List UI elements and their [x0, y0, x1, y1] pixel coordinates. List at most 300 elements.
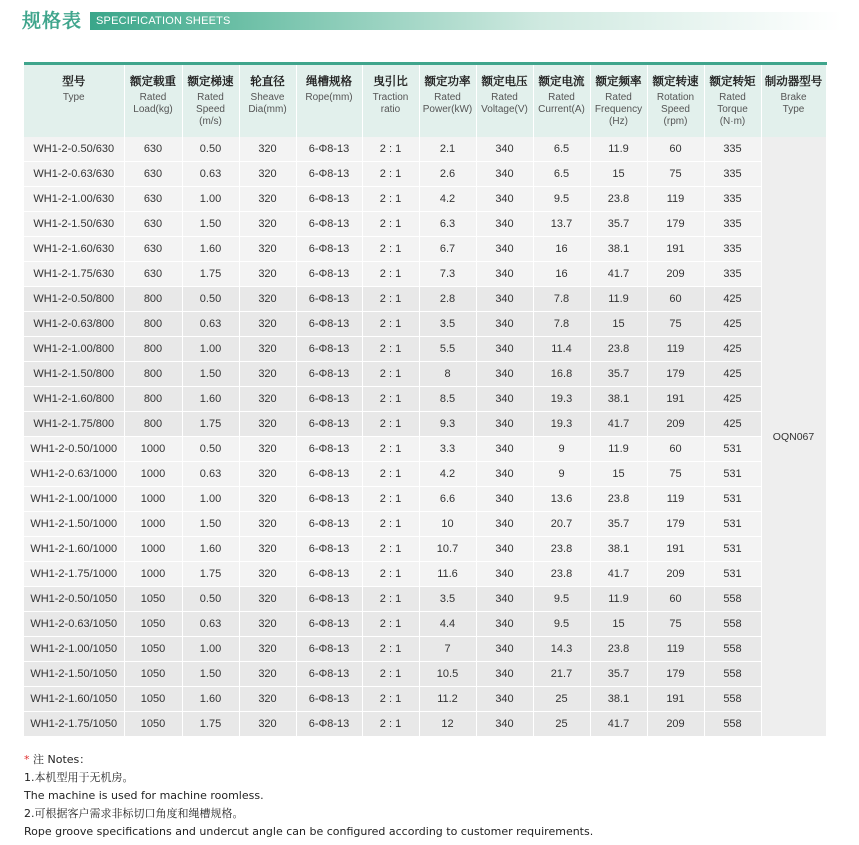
table-cell: 35.7 — [590, 662, 647, 687]
table-cell: 340 — [476, 362, 533, 387]
table-cell: 13.6 — [533, 487, 590, 512]
table-cell: 8.5 — [419, 387, 476, 412]
table-cell: WH1-2-1.50/1000 — [24, 512, 124, 537]
column-header-en-line: Rope(mm) — [305, 92, 353, 103]
table-cell: 1.50 — [182, 212, 239, 237]
column-header-en-line: Rated — [491, 92, 518, 103]
table-cell: 558 — [704, 712, 761, 737]
table-cell: 6.3 — [419, 212, 476, 237]
table-cell: 630 — [124, 237, 182, 262]
table-row — [24, 187, 826, 212]
column-header-en-line: Rated — [139, 92, 167, 103]
table-cell: 800 — [124, 287, 182, 312]
table-cell: 340 — [476, 287, 533, 312]
table-cell: 335 — [704, 237, 761, 262]
column-header-cn: 制动器型号 — [764, 74, 823, 88]
table-cell: 340 — [476, 162, 533, 187]
table-cell: 119 — [647, 187, 704, 212]
table-cell: 9 — [533, 462, 590, 487]
table-row — [24, 287, 826, 312]
table-cell: 10 — [419, 512, 476, 537]
table-cell: 179 — [647, 212, 704, 237]
table-cell: 340 — [476, 587, 533, 612]
column-header-en-line: (m/s) — [199, 116, 222, 127]
title-band — [90, 12, 842, 30]
table-cell: 7 — [419, 637, 476, 662]
table-cell: 2 : 1 — [362, 412, 419, 437]
table-cell: 1050 — [124, 637, 182, 662]
table-cell: 7.8 — [533, 287, 590, 312]
table-cell: 4.4 — [419, 612, 476, 637]
table-cell: 6-Φ8-13 — [296, 237, 362, 262]
column-header-cn: 额定功率 — [424, 74, 471, 88]
table-cell: 630 — [124, 137, 182, 162]
table-cell: 2 : 1 — [362, 587, 419, 612]
table-cell: WH1-2-1.50/630 — [24, 212, 124, 237]
table-cell: 1.00 — [182, 637, 239, 662]
table-cell: 35.7 — [590, 512, 647, 537]
table-cell: 9.5 — [533, 612, 590, 637]
table-cell: 11.9 — [590, 587, 647, 612]
table-cell: 1.00 — [182, 487, 239, 512]
table-cell: 1.75 — [182, 262, 239, 287]
table-cell: 531 — [704, 562, 761, 587]
table-cell: 6-Φ8-13 — [296, 587, 362, 612]
column-header-en-line: Rated — [605, 92, 632, 103]
column-header-en-line: Current(A) — [538, 104, 585, 115]
table-cell: 320 — [239, 687, 296, 712]
table-cell: 16 — [533, 262, 590, 287]
table-row — [24, 562, 826, 587]
column-header-cn: 额定转矩 — [709, 74, 756, 88]
table-cell: 1000 — [124, 537, 182, 562]
table-cell: 6-Φ8-13 — [296, 487, 362, 512]
brake-type-cell: OQN067 — [761, 137, 826, 737]
table-cell: 6.5 — [533, 162, 590, 187]
table-cell: 1.60 — [182, 237, 239, 262]
table-cell: 340 — [476, 612, 533, 637]
table-cell: 6-Φ8-13 — [296, 437, 362, 462]
table-cell: 5.5 — [419, 337, 476, 362]
table-row — [24, 162, 826, 187]
table-cell: 0.50 — [182, 587, 239, 612]
column-header-cn: 额定转速 — [652, 74, 699, 88]
column-header-en-line: Rated — [719, 92, 746, 103]
table-cell: 335 — [704, 262, 761, 287]
table-row — [24, 362, 826, 387]
column-header-en — [24, 92, 124, 104]
table-cell: 1.75 — [182, 712, 239, 737]
table-cell: 6.5 — [533, 137, 590, 162]
column-header-en-line: Type — [782, 104, 805, 115]
table-cell: WH1-2-1.75/800 — [24, 412, 124, 437]
table-cell: 75 — [647, 312, 704, 337]
column-header-en-line: Rated — [434, 92, 461, 103]
table-cell: 209 — [647, 262, 704, 287]
table-cell: 6-Φ8-13 — [296, 212, 362, 237]
table-cell: 60 — [647, 437, 704, 462]
table-row — [24, 412, 826, 437]
table-cell: 0.63 — [182, 312, 239, 337]
table-cell: 2 : 1 — [362, 462, 419, 487]
table-cell: 9 — [533, 437, 590, 462]
table-cell: 531 — [704, 462, 761, 487]
table-cell: 320 — [239, 537, 296, 562]
table-cell: 340 — [476, 437, 533, 462]
table-cell: WH1-2-0.63/1050 — [24, 612, 124, 637]
table-cell: 340 — [476, 337, 533, 362]
table-cell: 531 — [704, 537, 761, 562]
table-row — [24, 437, 826, 462]
column-header-en — [420, 92, 476, 116]
note-star: * — [24, 753, 30, 766]
table-cell: 41.7 — [590, 262, 647, 287]
column-header-en-line: Rated — [197, 92, 224, 103]
table-cell: 4.2 — [419, 187, 476, 212]
table-cell: 179 — [647, 512, 704, 537]
table-cell: 0.63 — [182, 462, 239, 487]
table-cell: 335 — [704, 212, 761, 237]
column-header-en-line: Frequency — [594, 104, 643, 115]
table-cell: 340 — [476, 387, 533, 412]
table-cell: 6-Φ8-13 — [296, 162, 362, 187]
table-cell: 1050 — [124, 687, 182, 712]
table-cell: 75 — [647, 162, 704, 187]
table-cell: 425 — [704, 287, 761, 312]
column-header-en-line: Rated — [548, 92, 575, 103]
table-cell: 320 — [239, 587, 296, 612]
table-cell: 2 : 1 — [362, 637, 419, 662]
table-cell: WH1-2-1.60/1050 — [24, 687, 124, 712]
table-cell: 1.00 — [182, 337, 239, 362]
table-cell: 2 : 1 — [362, 562, 419, 587]
table-row — [24, 137, 826, 162]
table-cell: 0.50 — [182, 437, 239, 462]
table-cell: 191 — [647, 687, 704, 712]
table-cell: 1050 — [124, 612, 182, 637]
table-cell: 2 : 1 — [362, 687, 419, 712]
table-cell: 630 — [124, 212, 182, 237]
table-cell: 2.1 — [419, 137, 476, 162]
table-cell: 800 — [124, 337, 182, 362]
table-cell: 19.3 — [533, 387, 590, 412]
table-cell: WH1-2-0.50/630 — [24, 137, 124, 162]
table-cell: WH1-2-0.50/1050 — [24, 587, 124, 612]
table-cell: 320 — [239, 487, 296, 512]
table-cell: 340 — [476, 712, 533, 737]
table-cell: 2 : 1 — [362, 387, 419, 412]
column-header — [182, 64, 239, 138]
table-cell: 2 : 1 — [362, 362, 419, 387]
column-header-en-line: Brake — [780, 92, 807, 103]
table-cell: 340 — [476, 312, 533, 337]
column-header-en — [240, 92, 296, 116]
table-cell: 6-Φ8-13 — [296, 137, 362, 162]
table-cell: 340 — [476, 212, 533, 237]
table-cell: 340 — [476, 662, 533, 687]
table-cell: WH1-2-1.00/1050 — [24, 637, 124, 662]
table-cell: 800 — [124, 387, 182, 412]
table-cell: 119 — [647, 337, 704, 362]
table-cell: 1.00 — [182, 187, 239, 212]
column-header-cn: 额定梯速 — [187, 74, 234, 88]
table-cell: WH1-2-1.60/630 — [24, 237, 124, 262]
column-header — [24, 64, 124, 138]
column-header-en — [705, 92, 761, 128]
note-line-2: The machine is used for machine roomless. — [24, 789, 264, 802]
table-row — [24, 687, 826, 712]
table-cell: 2.8 — [419, 287, 476, 312]
table-cell: 335 — [704, 162, 761, 187]
table-cell: 191 — [647, 237, 704, 262]
table-cell: 209 — [647, 412, 704, 437]
column-header-en-line: Sheave — [250, 92, 285, 103]
table-cell: 38.1 — [590, 387, 647, 412]
table-cell: 2 : 1 — [362, 712, 419, 737]
column-header-en — [125, 92, 182, 116]
table-cell: 1050 — [124, 587, 182, 612]
column-header — [590, 64, 647, 138]
table-cell: 6-Φ8-13 — [296, 337, 362, 362]
table-cell: 0.63 — [182, 612, 239, 637]
table-cell: 3.5 — [419, 587, 476, 612]
table-cell: 60 — [647, 587, 704, 612]
column-header-en-line: Load(kg) — [133, 104, 173, 115]
table-cell: 25 — [533, 712, 590, 737]
spec-table — [24, 62, 827, 737]
table-cell: 10.5 — [419, 662, 476, 687]
table-cell: 1.75 — [182, 412, 239, 437]
column-header-en — [591, 92, 647, 128]
table-cell: WH1-2-0.50/1000 — [24, 437, 124, 462]
table-cell: WH1-2-1.75/630 — [24, 262, 124, 287]
column-header-en-line: (Hz) — [609, 116, 628, 127]
table-cell: 425 — [704, 337, 761, 362]
table-cell: 1000 — [124, 487, 182, 512]
table-cell: 6-Φ8-13 — [296, 637, 362, 662]
column-header-en-line: Type — [62, 92, 85, 103]
table-cell: 9.5 — [533, 187, 590, 212]
table-cell: WH1-2-0.50/800 — [24, 287, 124, 312]
table-cell: 320 — [239, 387, 296, 412]
column-header — [124, 64, 182, 138]
table-cell: 1.50 — [182, 662, 239, 687]
note-line-3: 2.可根据客户需求非标切口角度和绳槽规格。 — [24, 807, 244, 820]
table-cell: 6.7 — [419, 237, 476, 262]
note-line-1: 1.本机型用于无机房。 — [24, 771, 134, 784]
table-row — [24, 237, 826, 262]
table-cell: 10.7 — [419, 537, 476, 562]
table-cell: WH1-2-0.63/630 — [24, 162, 124, 187]
table-cell: 75 — [647, 612, 704, 637]
table-cell: 6-Φ8-13 — [296, 662, 362, 687]
table-cell: 0.50 — [182, 137, 239, 162]
table-cell: 340 — [476, 237, 533, 262]
table-cell: 340 — [476, 187, 533, 212]
notes-section — [24, 751, 593, 841]
table-cell: 3.3 — [419, 437, 476, 462]
table-cell: 2 : 1 — [362, 537, 419, 562]
table-cell: 6-Φ8-13 — [296, 537, 362, 562]
table-cell: 320 — [239, 562, 296, 587]
table-cell: 1.60 — [182, 687, 239, 712]
table-cell: 425 — [704, 362, 761, 387]
page-header — [22, 8, 842, 34]
table-header-row — [24, 64, 826, 138]
table-cell: 21.7 — [533, 662, 590, 687]
table-cell: 340 — [476, 462, 533, 487]
table-cell: 2 : 1 — [362, 487, 419, 512]
table-cell: 60 — [647, 287, 704, 312]
table-row — [24, 337, 826, 362]
table-cell: 340 — [476, 487, 533, 512]
table-cell: 1.60 — [182, 387, 239, 412]
table-cell: 15 — [590, 312, 647, 337]
table-cell: 558 — [704, 637, 761, 662]
table-cell: 209 — [647, 712, 704, 737]
table-cell: 75 — [647, 462, 704, 487]
column-header-cn: 绳槽规格 — [306, 74, 352, 88]
column-header — [533, 64, 590, 138]
table-cell: 23.8 — [590, 187, 647, 212]
table-cell: WH1-2-1.00/630 — [24, 187, 124, 212]
table-cell: 16 — [533, 237, 590, 262]
page-title-en: SPECIFICATION SHEETS — [96, 15, 231, 27]
column-header-cn: 额定载重 — [130, 74, 176, 88]
table-cell: 340 — [476, 562, 533, 587]
table-cell: 6-Φ8-13 — [296, 712, 362, 737]
table-cell: 320 — [239, 337, 296, 362]
table-cell: 3.5 — [419, 312, 476, 337]
column-header-cn: 曳引比 — [373, 74, 408, 88]
column-header — [419, 64, 476, 138]
table-cell: 2 : 1 — [362, 162, 419, 187]
table-cell: 7.3 — [419, 262, 476, 287]
table-cell: 7.8 — [533, 312, 590, 337]
table-cell: 335 — [704, 137, 761, 162]
table-cell: 2 : 1 — [362, 237, 419, 262]
table-cell: 6-Φ8-13 — [296, 412, 362, 437]
table-cell: 179 — [647, 662, 704, 687]
table-cell: 320 — [239, 287, 296, 312]
table-cell: 119 — [647, 637, 704, 662]
table-cell: 23.8 — [590, 337, 647, 362]
column-header — [296, 64, 362, 138]
table-row — [24, 312, 826, 337]
table-cell: WH1-2-1.60/1000 — [24, 537, 124, 562]
table-cell: 23.8 — [533, 537, 590, 562]
table-cell: 320 — [239, 162, 296, 187]
table-cell: 335 — [704, 187, 761, 212]
table-row — [24, 587, 826, 612]
table-cell: 6-Φ8-13 — [296, 187, 362, 212]
table-cell: 531 — [704, 487, 761, 512]
table-cell: 320 — [239, 612, 296, 637]
table-row — [24, 712, 826, 737]
table-cell: 191 — [647, 387, 704, 412]
table-cell: WH1-2-1.50/800 — [24, 362, 124, 387]
table-cell: 320 — [239, 212, 296, 237]
table-cell: 1.75 — [182, 562, 239, 587]
table-cell: 340 — [476, 512, 533, 537]
table-cell: WH1-2-1.00/800 — [24, 337, 124, 362]
table-cell: WH1-2-0.63/1000 — [24, 462, 124, 487]
column-header-cn: 轮直径 — [250, 74, 285, 88]
table-cell: 558 — [704, 687, 761, 712]
column-header-en-line: Torque — [717, 104, 748, 115]
table-cell: 119 — [647, 487, 704, 512]
table-cell: WH1-2-1.75/1000 — [24, 562, 124, 587]
table-cell: 6-Φ8-13 — [296, 312, 362, 337]
table-cell: 320 — [239, 462, 296, 487]
table-cell: 11.2 — [419, 687, 476, 712]
table-cell: 1000 — [124, 512, 182, 537]
table-body — [24, 137, 826, 737]
table-cell: 320 — [239, 712, 296, 737]
table-cell: 6-Φ8-13 — [296, 262, 362, 287]
column-header-en-line: (rpm) — [663, 116, 688, 127]
table-cell: 558 — [704, 587, 761, 612]
table-cell: 558 — [704, 612, 761, 637]
table-cell: 2 : 1 — [362, 662, 419, 687]
column-header — [647, 64, 704, 138]
table-cell: 11.9 — [590, 137, 647, 162]
table-cell: 340 — [476, 262, 533, 287]
table-cell: 340 — [476, 412, 533, 437]
column-header-cn: 额定电压 — [481, 74, 528, 88]
table-cell: 2 : 1 — [362, 437, 419, 462]
table-cell: 630 — [124, 262, 182, 287]
table-cell: 9.5 — [533, 587, 590, 612]
table-cell: 1000 — [124, 462, 182, 487]
table-cell: 191 — [647, 537, 704, 562]
column-header-en — [534, 92, 590, 116]
table-cell: 19.3 — [533, 412, 590, 437]
table-cell: 6-Φ8-13 — [296, 687, 362, 712]
table-cell: 9.3 — [419, 412, 476, 437]
table-cell: 320 — [239, 262, 296, 287]
table-cell: WH1-2-1.50/1050 — [24, 662, 124, 687]
column-header-en-line: Speed — [196, 104, 225, 115]
column-header-en — [477, 92, 533, 116]
table-cell: 1050 — [124, 712, 182, 737]
table-cell: 2 : 1 — [362, 187, 419, 212]
table-row — [24, 487, 826, 512]
column-header — [761, 64, 826, 138]
table-cell: 425 — [704, 387, 761, 412]
table-cell: 0.50 — [182, 287, 239, 312]
table-cell: WH1-2-1.60/800 — [24, 387, 124, 412]
table-cell: 320 — [239, 437, 296, 462]
table-cell: 425 — [704, 412, 761, 437]
table-cell: 6-Φ8-13 — [296, 387, 362, 412]
table-cell: 2 : 1 — [362, 212, 419, 237]
column-header-cn: 额定电流 — [538, 74, 585, 88]
table-cell: 6-Φ8-13 — [296, 562, 362, 587]
table-cell: 16.8 — [533, 362, 590, 387]
table-cell: 11.9 — [590, 437, 647, 462]
table-cell: 630 — [124, 187, 182, 212]
table-row — [24, 612, 826, 637]
table-cell: 320 — [239, 412, 296, 437]
table-cell: 1.50 — [182, 512, 239, 537]
table-cell: 4.2 — [419, 462, 476, 487]
column-header — [362, 64, 419, 138]
column-header-cn: 额定频率 — [595, 74, 642, 88]
table-cell: 320 — [239, 312, 296, 337]
table-cell: WH1-2-1.75/1050 — [24, 712, 124, 737]
table-cell: WH1-2-0.63/800 — [24, 312, 124, 337]
